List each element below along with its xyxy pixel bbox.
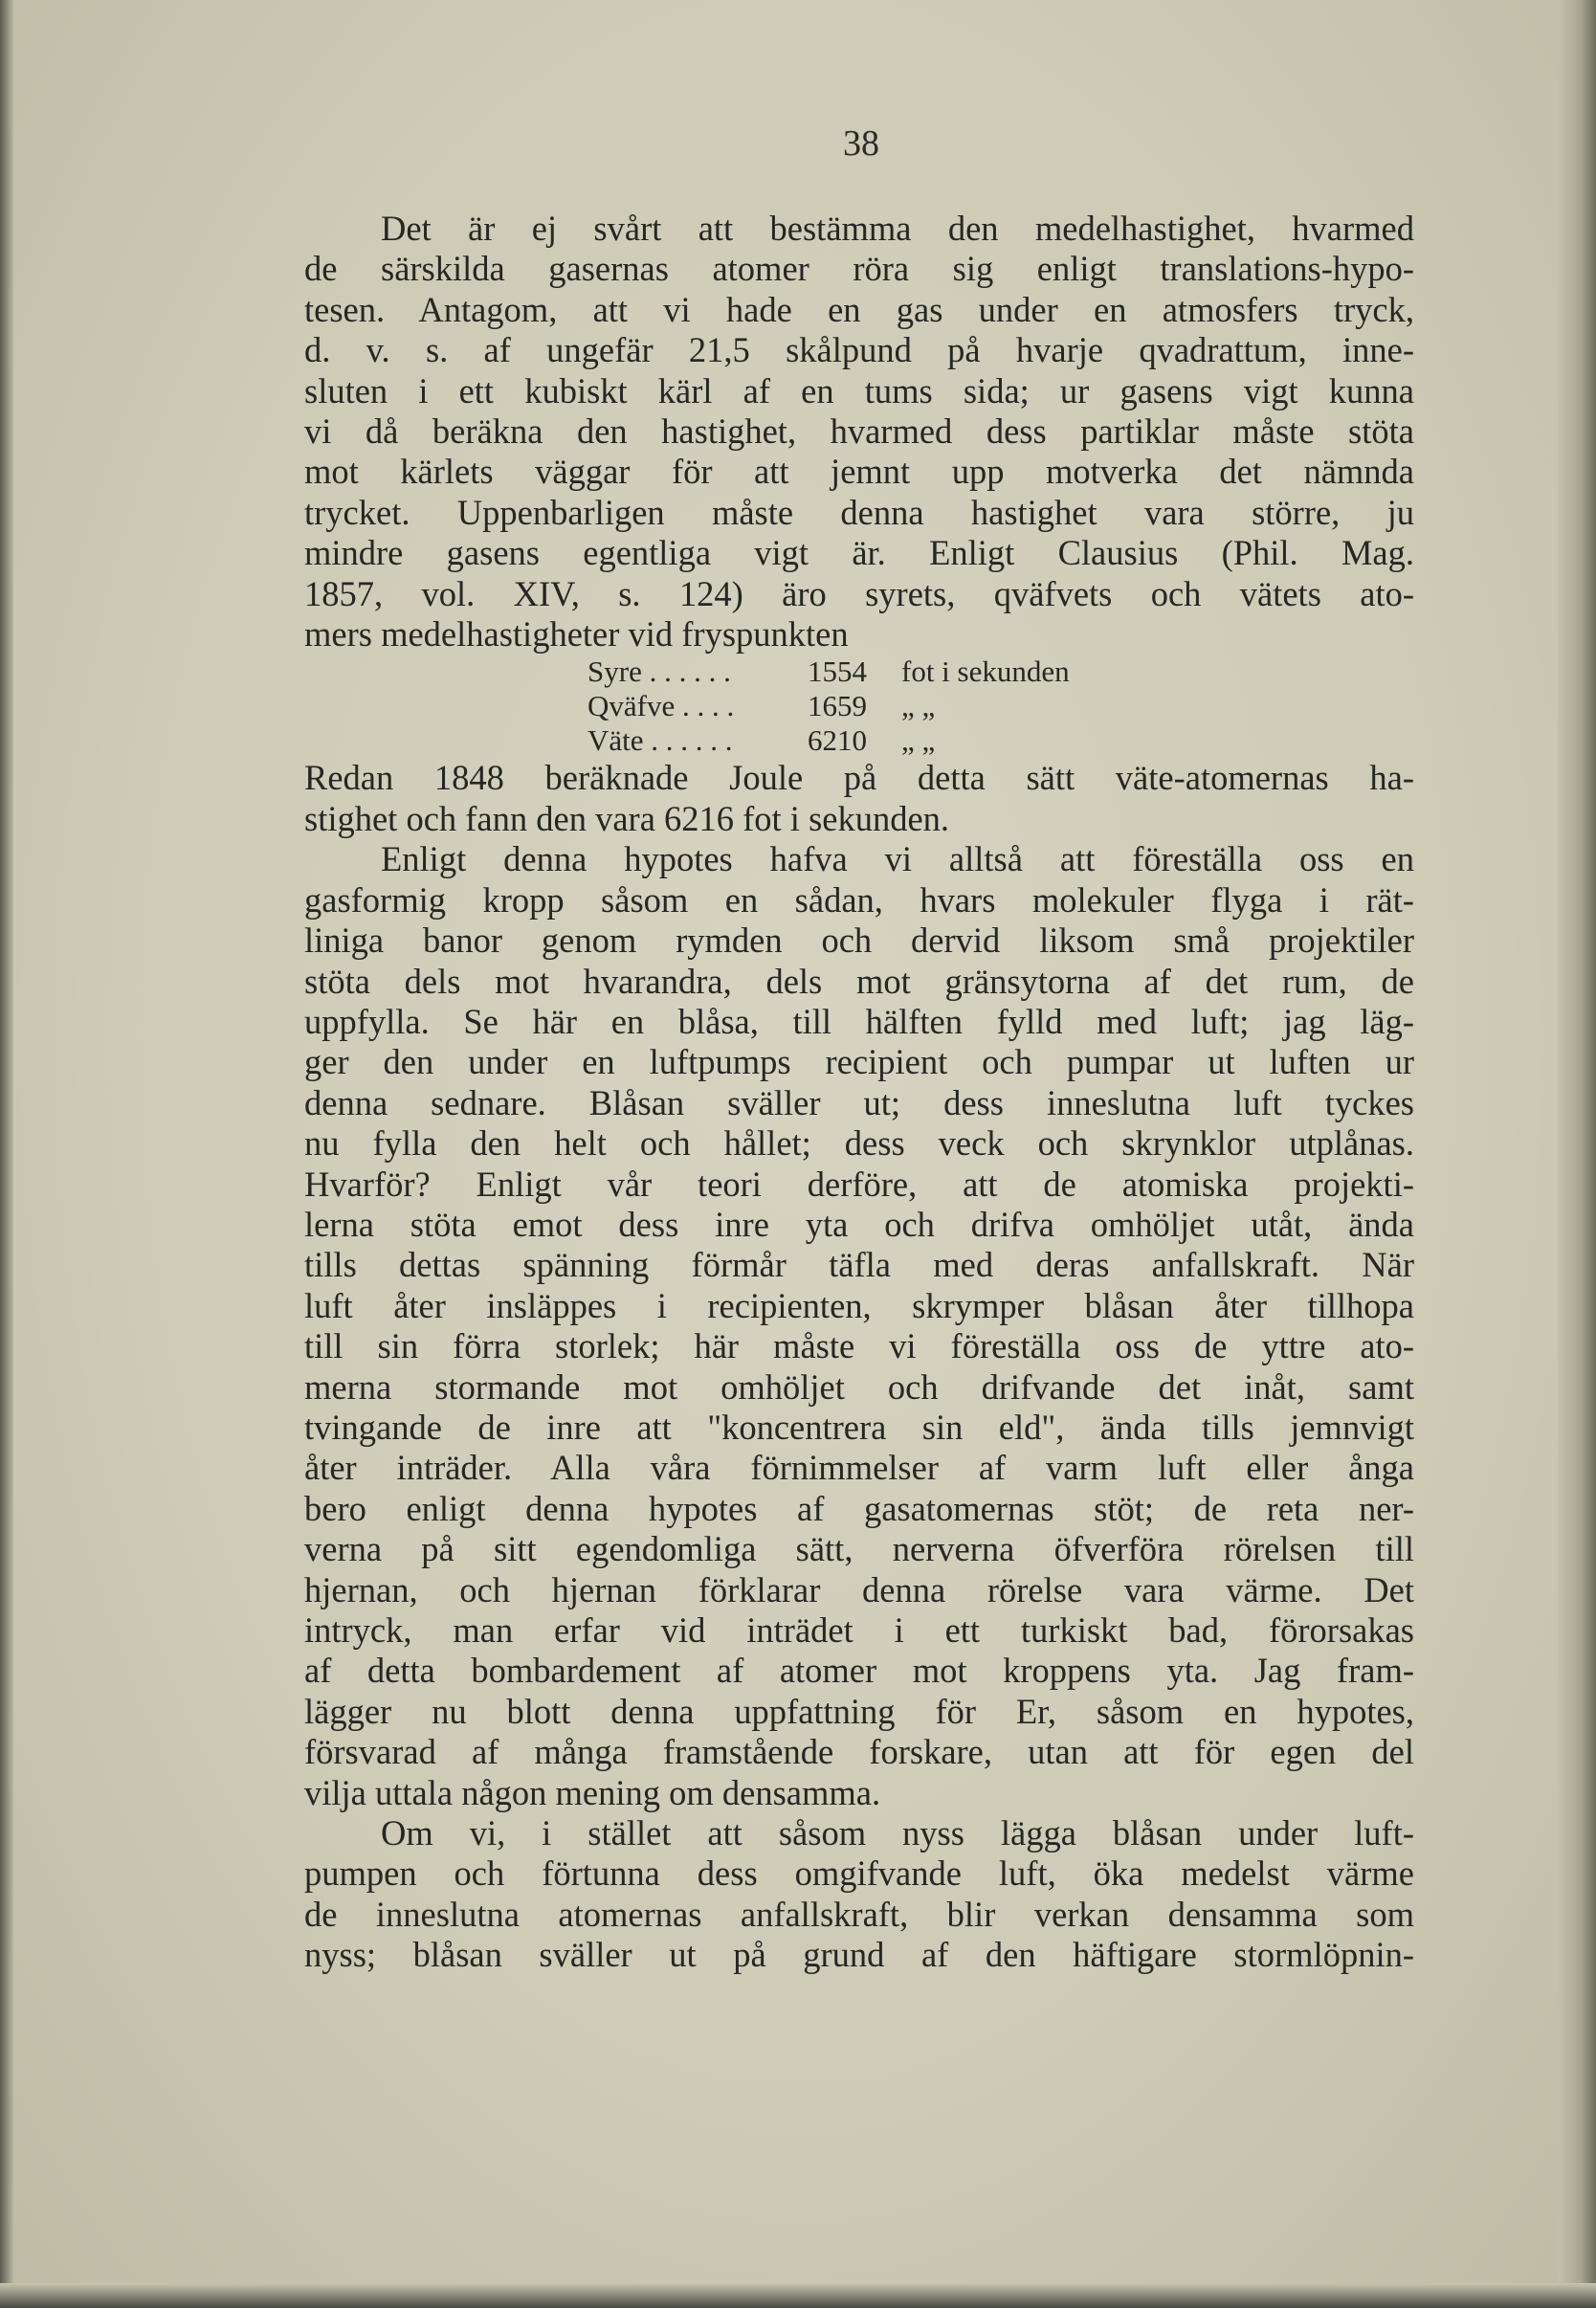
gas-speed: 1659: [808, 689, 867, 723]
text-line: intryck, man erfar vid inträdet i ett turkiskt bad, förorsakas: [304, 1610, 1414, 1650]
text-line: d. v. s. af ungefär 21,5 skålpund på hvarje qvadrattum, inne-: [304, 330, 1414, 370]
speed-table: [304, 655, 1414, 758]
text-line: tills dettas spänning förmår täfla med deras anfallskraft. När: [304, 1245, 1414, 1285]
text-line: nyss; blåsan sväller ut på grund af den häftigare stormlöpnin-: [304, 1935, 1414, 1975]
table-row: [587, 723, 1414, 758]
paragraph-2: [304, 758, 1414, 839]
text-line: lerna stöta emot dess inre yta och drifva omhöljet utåt, ända: [304, 1204, 1414, 1244]
text-line: mindre gasens egentliga vigt är. Enligt Clausius (Phil. Mag.: [304, 533, 1414, 573]
text-line: Om vi, i stället att såsom nyss lägga blåsan under luft-: [381, 1813, 1414, 1853]
text-line: uppfylla. Se här en blåsa, till hälften fylld med luft; jag läg-: [304, 1001, 1414, 1041]
text-line: Redan 1848 beräknade Joule på detta sätt väte-atomernas ha-: [304, 758, 1414, 798]
gas-name: Syre . . . . . .: [587, 655, 731, 689]
text-line: pumpen och förtunna dess omgifvande luft, öka medelst värme: [304, 1853, 1414, 1894]
paragraph-1: [304, 209, 1414, 655]
table-row: [587, 655, 1414, 689]
page-number: 38: [843, 123, 879, 164]
speed-unit: „ „: [901, 689, 936, 723]
left-binding-edge: [0, 0, 13, 2308]
text-line: åter inträder. Alla våra förnimmelser af varm luft eller ånga: [304, 1448, 1414, 1488]
gas-speed: 1554: [808, 655, 867, 689]
body-text: [304, 209, 1414, 1976]
gas-speed: 6210: [808, 723, 867, 758]
text-line: tvingande de inre att "koncentrera sin eld", ända tills jemnvigt: [304, 1407, 1414, 1447]
text-line: till sin förra storlek; här måste vi föreställa oss de yttre ato-: [304, 1326, 1414, 1366]
text-line: mot kärlets väggar för att jemnt upp motverka det nämnda: [304, 452, 1414, 492]
text-line: tesen. Antagom, att vi hade en gas under en atmosfers tryck,: [304, 289, 1414, 329]
text-line: vilja uttala någon mening om densamma.: [304, 1772, 881, 1812]
text-line: af detta bombardement af atomer mot kroppens yta. Jag fram-: [304, 1651, 1414, 1691]
text-line: stighet och fann den vara 6216 fot i sekunden.: [304, 798, 950, 838]
text-line: Det är ej svårt att bestämma den medelhastighet, hvarmed: [381, 209, 1414, 248]
text-line: mers medelhastigheter vid fryspunkten: [304, 614, 849, 655]
text-line: de särskilda gasernas atomer röra sig enligt translations-hypo-: [304, 249, 1414, 289]
text-line: denna sednare. Blåsan sväller ut; dess inneslutna luft tyckes: [304, 1082, 1414, 1122]
text-line: Hvarför? Enligt vår teori derföre, att de atomiska projekti-: [304, 1164, 1414, 1204]
text-line: 1857, vol. XIV, s. 124) äro syrets, qväfvets och vätets ato-: [304, 573, 1414, 613]
text-line: gasformig kropp såsom en sådan, hvars molekuler flyga i rät-: [304, 879, 1414, 920]
text-line: nu fylla den helt och hållet; dess veck och skrynklor utplånas.: [304, 1123, 1414, 1164]
text-line: stöta dels mot hvarandra, dels mot gränsytorna af det rum, de: [304, 961, 1414, 1001]
gas-name: Väte . . . . . .: [587, 723, 733, 758]
text-line: trycket. Uppenbarligen måste denna hastighet vara större, ju: [304, 492, 1414, 532]
text-line: lägger nu blott denna uppfattning för Er, såsom en hypotes,: [304, 1691, 1414, 1731]
text-line: de inneslutna atomernas anfallskraft, blir verkan densamma som: [304, 1894, 1414, 1934]
text-line: försvarad af många framstående forskare, utan att för egen del: [304, 1732, 1414, 1772]
text-line: sluten i ett kubiskt kärl af en tums sida; ur gasens vigt kunna: [304, 370, 1414, 411]
text-line: ger den under en luftpumps recipient och pumpar ut luften ur: [304, 1042, 1414, 1082]
text-line: hjernan, och hjernan förklarar denna rörelse vara värme. Det: [304, 1569, 1414, 1609]
speed-unit: fot i sekunden: [901, 655, 1070, 689]
gas-name: Qväfve . . . .: [587, 689, 735, 723]
right-page-edge: [1558, 0, 1596, 2308]
text-line: luft åter insläppes i recipienten, skrymper blåsan åter tillhopa: [304, 1285, 1414, 1325]
text-line: merna stormande mot omhöljet och drifvande det inåt, samt: [304, 1366, 1414, 1407]
bottom-page-edge: [0, 2283, 1596, 2308]
paragraph-4: [304, 1813, 1414, 1976]
text-line: verna på sitt egendomliga sätt, nerverna öfverföra rörelsen till: [304, 1529, 1414, 1569]
text-line: vi då beräkna den hastighet, hvarmed dess partiklar måste stöta: [304, 411, 1414, 452]
paragraph-3: [304, 839, 1414, 1813]
speed-unit: „ „: [901, 723, 936, 758]
table-row: [587, 689, 1414, 723]
text-line: bero enligt denna hypotes af gasatomernas stöt; de reta ner-: [304, 1488, 1414, 1528]
text-line: liniga banor genom rymden och dervid liksom små projektiler: [304, 921, 1414, 961]
text-line: Enligt denna hypotes hafva vi alltså att föreställa oss en: [381, 839, 1414, 879]
